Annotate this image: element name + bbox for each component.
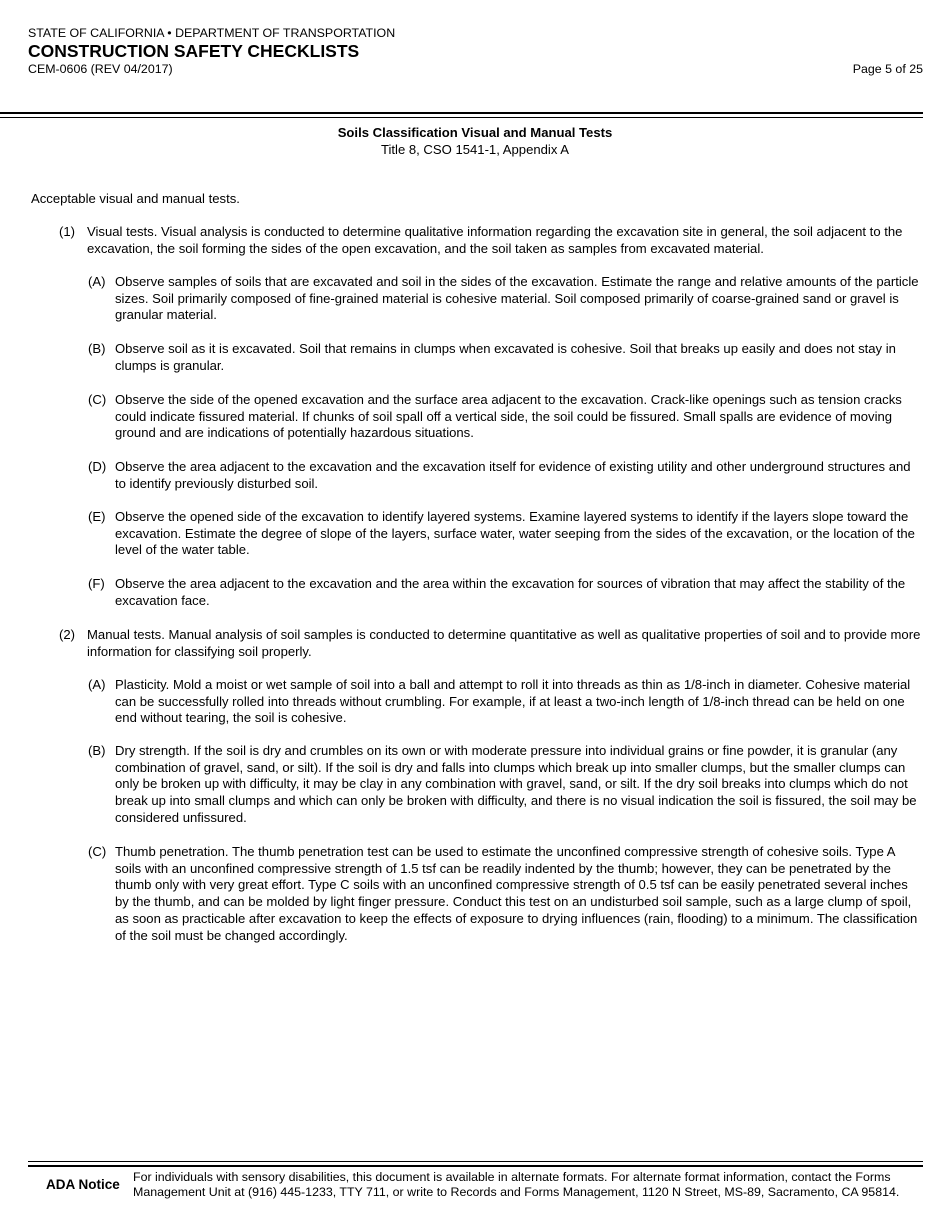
item-number: (1) (59, 224, 76, 239)
document-title: CONSTRUCTION SAFETY CHECKLISTS (28, 41, 360, 61)
visual-tests-item (59, 224, 921, 257)
footer-divider (28, 1161, 923, 1165)
section-heading (0, 124, 950, 158)
subitem-text: Observe samples of soils that are excavated and soil in the sides of the excavation. Estimate the range and relative amounts of the particle sizes. Soil primarily composed of fine-grained material is cohesive material. Soil composed primarily of coarse-grained sand or gravel is granular material. (115, 274, 919, 323)
subitem-text: Observe the side of the opened excavation and the surface area adjacent to the excavation. Crack-like openings such as tension cracks could indicate fissured material. If chunks of soil spall off a vertical side, the soil could be fissured. Small spalls are evidence of moving ground and are indications of potentially hazardous situations. (115, 392, 902, 441)
subitem-text: Plasticity. Mold a moist or wet sample of soil into a ball and attempt to roll it into threads as thin as 1/8-inch in diameter. Cohesive material can be successfully rolled into threads without crumbling. For example, if at least a two-inch length of 1/8-inch thread can be held on one end without tearing, the soil is cohesive. (115, 677, 911, 726)
visual-subitem (88, 509, 921, 559)
intro-text: Acceptable visual and manual tests. (31, 191, 240, 206)
subitem-text: Observe the area adjacent to the excavation and the excavation itself for evidence of existing utility and other underground structures and to identify previously disturbed soil. (115, 459, 911, 491)
manual-tests-item (59, 627, 921, 660)
visual-subitem (88, 274, 921, 324)
subitem-label: (D) (88, 459, 107, 474)
section-subtitle: Title 8, CSO 1541-1, Appendix A (380, 142, 570, 157)
subitem-label: (C) (88, 844, 107, 859)
ada-notice-label: ADA Notice (46, 1177, 120, 1192)
subitem-text: Thumb penetration. The thumb penetration test can be used to estimate the unconfined compressive strength of cohesive soils. Type A soils with an unconfined compressive strength of 1.5 tsf can be readily indented by the thumb; however, they can be penetrated by the thumb only with very great effort. Type C soils with an unconfined compressive strength of 0.5 tsf can be easily penetrated several inches by the thumb, and can be molded by light finger pressure. Conduct this test on an undisturbed soil sample, such as a large clump of spoil, as soon as practicable after excavation to keep the effects of exposure to drying influences (rain, flooding) to a minimum. The classification of the soil must be changed accordingly. (115, 844, 918, 943)
subitem-text: Observe the area adjacent to the excavation and the area within the excavation for sources of vibration that may affect the stability of the excavation face. (115, 576, 906, 608)
section-title: Soils Classification Visual and Manual Tests (337, 125, 613, 140)
visual-subitem (88, 392, 921, 442)
subitem-label: (E) (88, 509, 106, 524)
page-header (28, 26, 923, 77)
item-text: Manual tests. Manual analysis of soil samples is conducted to determine quantitative as well as qualitative properties of soil and to provide more information for classifying soil properly. (87, 627, 921, 659)
item-text: Visual tests. Visual analysis is conducted to determine qualitative information regarding the excavation site in general, the soil adjacent to the excavation, the soil forming the sides of the open excavation, and the soil taken as samples from excavated material. (87, 224, 903, 256)
header-divider (0, 112, 923, 117)
subitem-text: Observe the opened side of the excavation to identify layered systems. Examine layered systems to identify if the layers slope toward the excavation. Estimate the degree of slope of the layers, surface water, water seeping from the sides of the excavation, or the location of the level of the water table. (115, 509, 915, 558)
subitem-label: (B) (88, 341, 106, 356)
manual-subitem (88, 743, 921, 827)
ada-notice-text: For individuals with sensory disabilities, this document is available in alternate formats. For alternate format information, contact the Forms Management Unit at (916) 445-1233, TTY 711, or write to Records and Forms Management, 1120 N Street, MS-89, Sacramento, CA 95814. (133, 1170, 900, 1199)
subitem-label: (F) (88, 576, 105, 591)
subitem-label: (A) (88, 274, 106, 289)
page-number: Page 5 of 25 (852, 62, 923, 76)
subitem-label: (A) (88, 677, 106, 692)
manual-subitem (88, 677, 921, 727)
visual-subitem (88, 341, 921, 374)
subitem-label: (C) (88, 392, 107, 407)
subitem-text: Observe soil as it is excavated. Soil that remains in clumps when excavated is cohesive. Soil that breaks up easily and does not stay in clumps is granular. (115, 341, 896, 373)
subitem-text: Dry strength. If the soil is dry and crumbles on its own or with moderate pressure into individual grains or fine powder, it is granular (any combination of gravel, sand, or silt). If the soil is dry and falls into clumps which break up into smaller clumps, but the smaller clumps can only be broken up with difficulty, it may be clay in any combination with gravel, sand, or silt. If the dry soil breaks into clumps which do not break up into small clumps and which can only be broken with difficulty, and there is no visual indication the soil is fissured, the soil may be considered unfissured. (115, 743, 917, 825)
manual-subitem (88, 844, 921, 944)
form-info-row (28, 62, 923, 77)
form-number: CEM-0606 (REV 04/2017) (28, 62, 173, 76)
agency-name: STATE OF CALIFORNIA • DEPARTMENT OF TRANSPORTATION (28, 26, 396, 40)
visual-subitem (88, 576, 921, 609)
item-number: (2) (59, 627, 76, 642)
subitem-label: (B) (88, 743, 106, 758)
visual-subitem (88, 459, 921, 492)
